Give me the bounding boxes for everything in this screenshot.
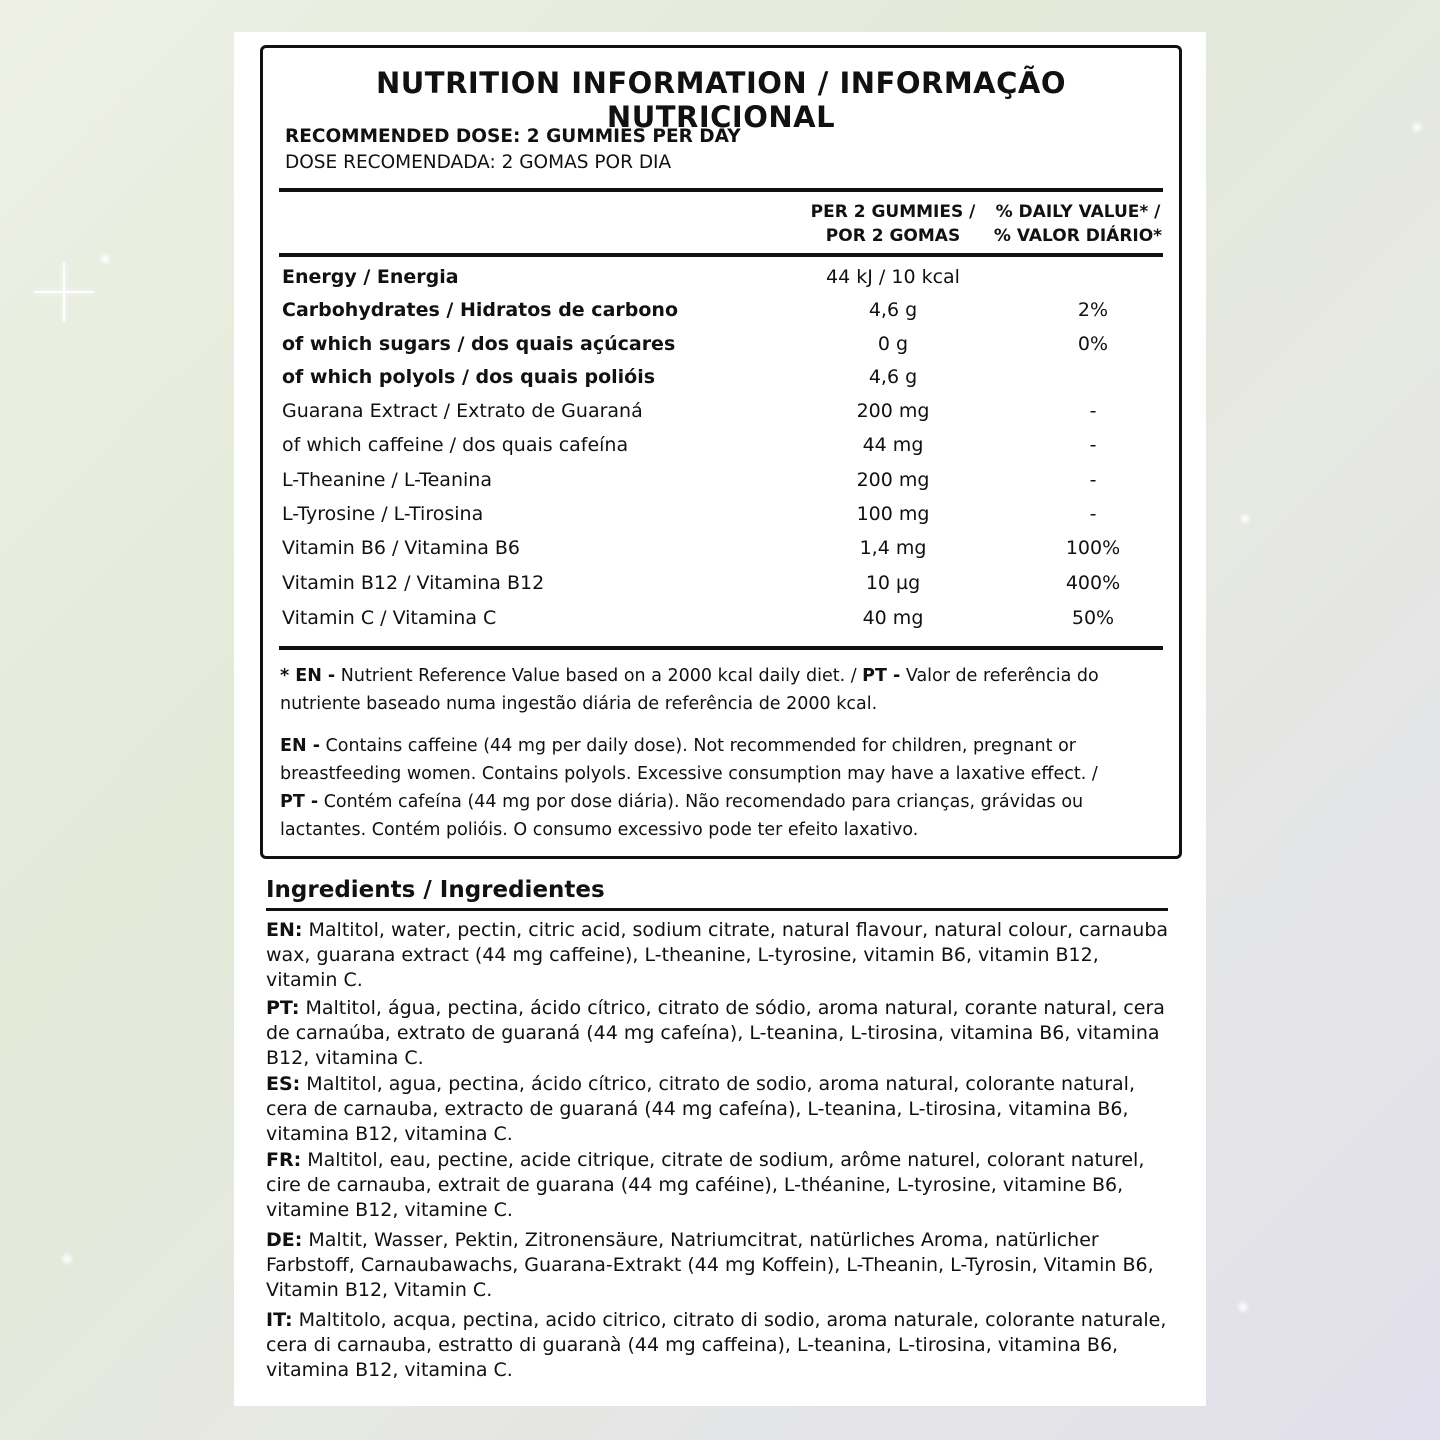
ingredients-text: Maltitol, eau, pectine, acide citrique, citrate de sodium, arôme naturel, colorant naturel, cire de carnauba, extrait de guarana (44 mg caféine), L-théanine, L-tyrosine, vitamine B6, vitamine B12, vitamine C. [266,1149,1145,1221]
nutrient-dv: - [1089,434,1097,456]
warning-pt-text: Contém cafeína (44 mg por dose diária). Não recomendado para crianças, grávidas ou lactantes. Contém polióis. O consumo excessivo pode ter efeito laxativo. [280,792,1084,840]
dose-en: RECOMMENDED DOSE: 2 GUMMIES PER DAY [285,126,741,147]
divider [266,908,1168,911]
ingredients-text: Maltitol, água, pectina, ácido cítrico, citrato de sódio, aroma natural, corante natural, cera de carnaúba, extrato de guaraná (44 mg cafeína), L-teanina, L-tirosina, vitamina B6, vitamina B12, vitamina C. [266,997,1165,1069]
nutrient-amount: 10 µg [865,572,921,594]
table-row [263,537,1179,571]
nutrient-amount: 0 g [877,333,909,355]
column-header-amount [768,200,1018,248]
table-row [263,503,1179,537]
language-code: IT: [266,1309,293,1331]
sparkle-decoration [34,262,94,322]
table-row [263,266,1179,300]
language-code: PT: [266,997,300,1019]
footnote-pt-label: PT - [862,666,901,686]
divider [279,253,1163,257]
nutrient-dv: 0% [1077,333,1109,355]
nutrient-name: of which polyols / dos quais polióis [282,366,656,388]
language-code: ES: [266,1073,301,1095]
sparkle-decoration [98,252,112,266]
label-card [234,32,1206,1406]
nutrient-name: Vitamin B6 / Vitamina B6 [282,537,521,559]
sparkle-decoration [1410,120,1424,134]
ingredients-text: Maltitol, agua, pectina, ácido cítrico, citrato de sodio, aroma natural, colorante natural, cera de carnauba, extracto de guaraná (44 mg cafeína), L-teanina, L-tirosina, vitamina B6, vitamina B12, vitamina C. [266,1073,1135,1145]
ingredients-es [266,1072,1171,1147]
panel-title: NUTRITION INFORMATION / INFORMAÇÃO NUTRICIONAL [375,66,1067,134]
nutrition-panel [260,45,1182,859]
column-header-dv-line1: % DAILY VALUE* / [995,202,1161,222]
warning [280,732,1156,844]
column-header-amount-line1: PER 2 GUMMIES / [810,202,976,222]
nutrient-name: of which caffeine / dos quais cafeína [282,434,629,456]
nutrient-amount: 40 mg [862,607,924,629]
column-header-amount-line2: POR 2 GOMAS [825,226,961,246]
warning-en-text: Contains caffeine (44 mg per daily dose). Not recommended for children, pregnant or breastfeeding women. Contains polyols. Excessive consumption may have a laxative effect. / [280,736,1098,784]
table-row [263,299,1179,333]
nutrient-name: Guarana Extract / Extrato de Guaraná [282,400,643,422]
footnote-pt-text: Valor de referência do nutriente baseado numa ingestão diária de referência de 2000 kcal. [280,666,1099,714]
divider [279,646,1163,650]
ingredients-it [266,1308,1171,1383]
column-header-dv-line2: % VALOR DIÁRIO* [993,226,1163,246]
dose-pt: DOSE RECOMENDADA: 2 GOMAS POR DIA [285,152,672,173]
table-row [263,434,1179,468]
ingredients-text: Maltit, Wasser, Pektin, Zitronensäure, Natriumcitrat, natürliches Aroma, natürlicher Farbstoff, Carnaubawachs, Guarana-Extrakt (44 mg Koffein), L-Theanin, L-Tyrosin, Vitamin B6, Vitamin B12, Vitamin C. [266,1229,1154,1301]
ingredients-fr [266,1148,1171,1223]
nutrient-amount: 4,6 g [868,366,918,388]
language-code: EN: [266,919,303,941]
table-row [263,400,1179,434]
nutrient-dv: - [1089,503,1097,525]
footnote-en-label: * EN - [280,666,336,686]
table-row [263,572,1179,606]
sparkle-decoration [60,1252,74,1266]
table-row [263,366,1179,400]
column-header-dv [983,200,1173,248]
nutrient-dv: 400% [1065,572,1121,594]
footnote-en-text: Nutrient Reference Value based on a 2000 kcal daily diet. / [335,666,863,686]
nutrient-name: L-Tyrosine / L-Tirosina [282,503,484,525]
footnote [280,662,1156,718]
nutrient-dv: - [1089,469,1097,491]
nutrient-amount: 4,6 g [868,299,918,321]
ingredients-pt [266,996,1171,1071]
sparkle-decoration [1236,1300,1250,1314]
ingredients-text: Maltitolo, acqua, pectina, acido citrico, citrato di sodio, aroma naturale, colorante naturale, cera di carnauba, estratto di guaranà (44 mg caffeina), L-teanina, L-tirosina, vitamina B6, vitamina B12, vitamina C. [266,1309,1167,1381]
nutrient-name: Carbohydrates / Hidratos de carbono [282,299,678,321]
warning-pt-label: PT - [280,792,319,812]
nutrient-amount: 200 mg [856,469,930,491]
nutrient-dv: 50% [1071,607,1115,629]
table-row [263,333,1179,367]
nutrient-amount: 100 mg [856,503,930,525]
sparkle-decoration [1238,512,1252,526]
warning-en-label: EN - [280,736,320,756]
nutrient-dv: 100% [1065,537,1121,559]
nutrient-amount: 44 mg [862,434,924,456]
nutrient-name: Vitamin B12 / Vitamina B12 [282,572,545,594]
nutrient-dv: 2% [1077,299,1109,321]
nutrient-amount: 200 mg [856,400,930,422]
nutrient-dv: - [1089,400,1097,422]
nutrient-name: L-Theanine / L-Teanina [282,469,492,491]
nutrient-name: of which sugars / dos quais açúcares [282,333,676,355]
table-row [263,607,1179,641]
ingredients-title: Ingredients / Ingredientes [266,877,605,903]
ingredients-de [266,1228,1171,1303]
ingredients-en [266,918,1171,993]
nutrient-amount: 44 kJ / 10 kcal [826,266,960,288]
nutrient-name: Energy / Energia [282,266,459,288]
nutrient-amount: 1,4 mg [859,537,927,559]
language-code: DE: [266,1229,303,1251]
divider [279,188,1163,192]
nutrient-name: Vitamin C / Vitamina C [282,607,497,629]
ingredients-text: Maltitol, water, pectin, citric acid, sodium citrate, natural flavour, natural colour, carnauba wax, guarana extract (44 mg caffeine), L-theanine, L-tyrosine, vitamin B6, vitamin B12, vitamin C. [266,919,1169,991]
language-code: FR: [266,1149,302,1171]
table-row [263,469,1179,503]
